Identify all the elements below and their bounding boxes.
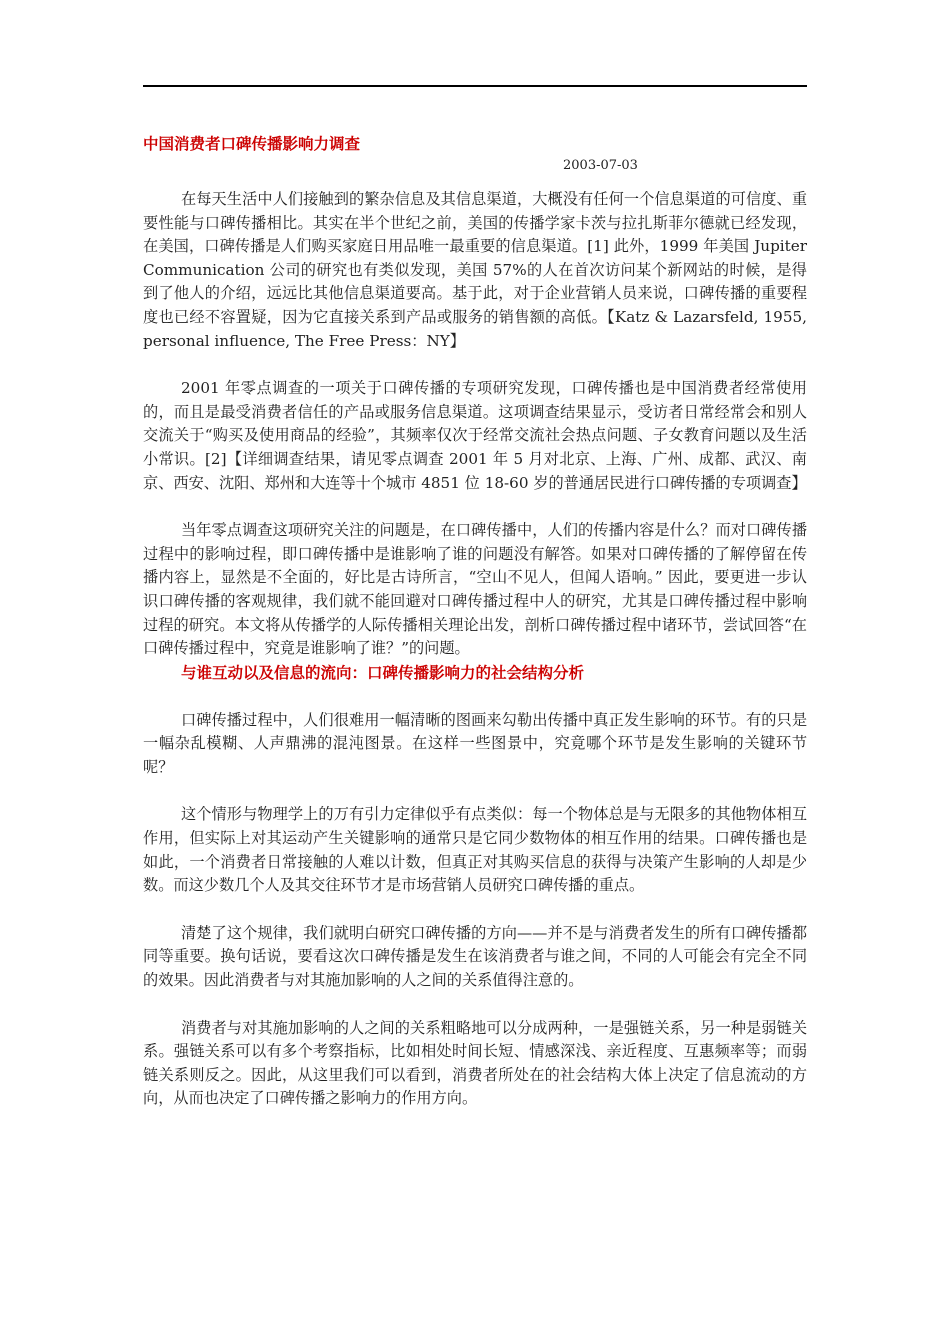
section-heading: 与谁互动以及信息的流向：口碑传播影响力的社会结构分析 <box>181 662 585 682</box>
section-paragraph-1: 口碑传播过程中，人们很难用一幅清晰的图画来勾勒出传播中真正发生影响的环节。有的只是一幅杂乱模糊、人声鼎沸的混沌图景。在这样一些图景中，究竟哪个环节是发生影响的关键环节呢？ <box>143 710 807 776</box>
section-paragraph-3: 清楚了这个规律，我们就明白研究口碑传播的方向——并不是与消费者发生的所有口碑传播都同等重要。换句话说，要看这次口碑传播是发生在该消费者与谁之间，不同的人可能会有完全不同的效果。因此消费者与对其施加影响的人之间的关系值得注意的。 <box>143 923 807 990</box>
paragraph-1: 在每天生活中人们接触到的繁杂信息及其信息渠道，大概没有任何一个信息渠道的可信度、重要性能与口碑传播相比。其实在半个世纪之前，美国的传播学家卡茨与拉扎斯菲尔德就已经发现，在美国，口碑传播是人们购买家庭日用品唯一最重要的信息渠道。[1] 此外，1999 年美国 Jupiter Communication 公司的研究也有类似发现，美国 57%的人在首次访问某个新网站的时候，是得到了他人的介绍，远远比其他信息渠道要高。基于此，对于企业营销人员来说，口碑传播的重要程度也已经不容置疑，因为它直接关系到产品或服务的销售额的高低。【Katz & Lazarsfeld, 1955, personal influence, The Free Press：NY】 <box>143 190 807 350</box>
article <box>143 132 807 1111</box>
header-rule <box>143 85 807 87</box>
article-title: 中国消费者口碑传播影响力调查 <box>143 134 361 153</box>
paragraph-3: 当年零点调查这项研究关注的问题是，在口碑传播中，人们的传播内容是什么？而对口碑传播过程中的影响过程，即口碑传播中是谁影响了谁的问题没有解答。如果对口碑传播的了解停留在传播内容上，显然是不全面的，好比是古诗所言，“空山不见人，但闻人语响。” 因此，要更进一步认识口碑传播的客观规律，我们就不能回避对口碑传播过程中人的研究，尤其是口碑传播过程中影响过程的研究。本文将从传播学的人际传播相关理论出发，剖析口碑传播过程中诸环节，尝试回答“在口碑传播过程中，究竟是谁影响了谁？”的问题。 <box>143 521 807 658</box>
section-paragraph-2: 这个情形与物理学上的万有引力定律似乎有点类似：每一个物体总是与无限多的其他物体相互作用，但实际上对其运动产生关键影响的通常只是它同少数物体的相互作用的结果。口碑传播也是如此，一个消费者日常接触的人难以计数，但真正对其购买信息的获得与决策产生影响的人却是少数。而这少数几个人及其交往环节才是市场营销人员研究口碑传播的重点。 <box>143 805 807 895</box>
paragraph-2: 2001 年零点调查的一项关于口碑传播的专项研究发现，口碑传播也是中国消费者经常使用的，而且是最受消费者信任的产品或服务信息渠道。这项调查结果显示，受访者日常经常会和别人交流关于“购买及使用商品的经验”，其频率仅次于经常交流社会热点问题、子女教育问题以及生活小常识。[2]【详细调查结果，请见零点调查 2001 年 5 月对北京、上海、广州、成都、武汉、南京、西安、沈阳、郑州和大连等十个城市 4851 位 18-60 岁的普通居民进行口碑传播的专项调查】 <box>143 379 807 492</box>
section-paragraph-4: 消费者与对其施加影响的人之间的关系粗略地可以分成两种，一是强链关系，另一种是弱链关系。强链关系可以有多个考察指标，比如相处时间长短、情感深浅、亲近程度、互惠频率等；而弱链关系则反之。因此，从这里我们可以看到，消费者所处在的社会结构大体上决定了信息流动的方向，从而也决定了口碑传播之影响力的作用方向。 <box>143 1018 807 1108</box>
article-date: 2003-07-03 <box>563 158 638 173</box>
